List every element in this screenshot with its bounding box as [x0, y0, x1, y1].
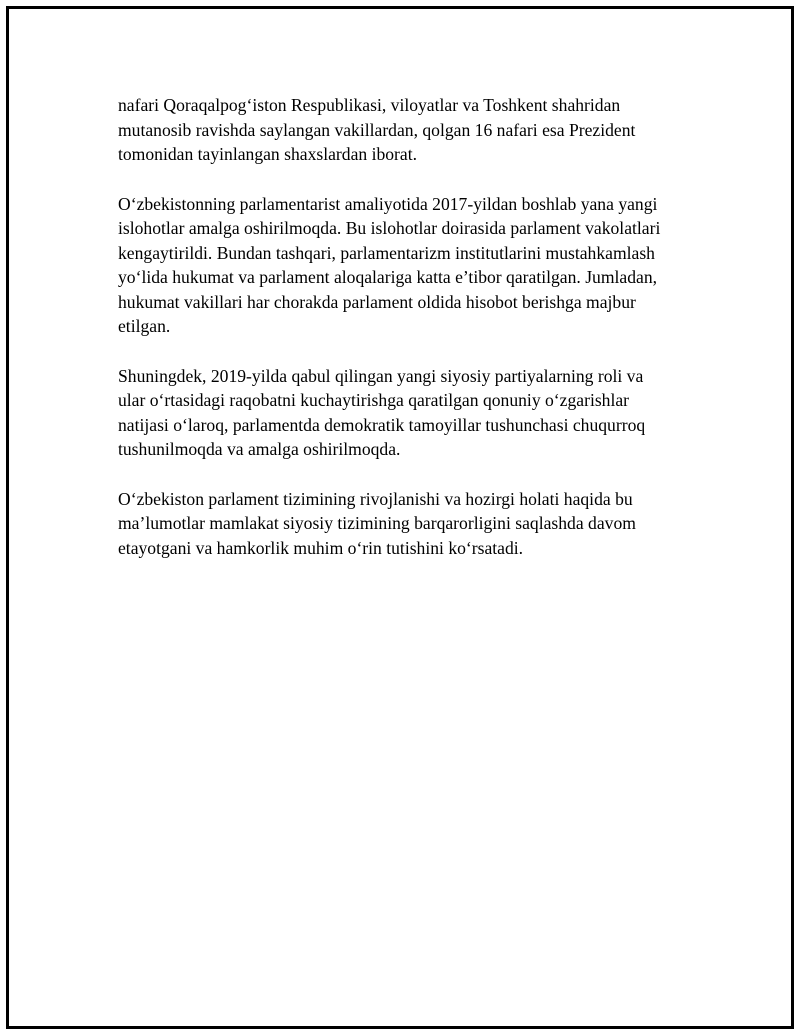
text-line: kengaytirildi. Bundan tashqari, parlamentarizm institutlarini mustahkamlash — [118, 242, 655, 263]
text-line: yo‘lida hukumat va parlament aloqalariga katta e’tibor qaratilgan. Jumladan, — [118, 267, 658, 287]
paragraph-1 — [118, 93, 708, 167]
text-line: ular o‘rtasidagi raqobatni kuchaytirishga qaratilgan qonuniy o‘zgarishlar — [118, 390, 630, 410]
text-line: O‘zbekistonning parlamentarist amaliyotida 2017-yildan boshlab yana yangi — [118, 193, 658, 214]
text-line: natijasi o‘laroq, parlamentda demokratik tamoyillar tushunchasi chuqurroq — [118, 414, 646, 435]
text-line: O‘zbekiston parlament tizimining rivojlanishi va hozirgi holati haqida bu — [118, 488, 633, 509]
text-line: tomonidan tayinlangan shaxslardan iborat. — [118, 144, 418, 164]
text-line: Shuningdek, 2019-yilda qabul qilingan yangi siyosiy partiyalarning roli va — [118, 365, 644, 386]
paragraph-4 — [118, 487, 708, 561]
paragraph-2 — [118, 192, 708, 339]
text-line: mutanosib ravishda saylangan vakillardan, qolgan 16 nafari esa Prezident — [118, 119, 636, 140]
text-line: islohotlar amalga oshirilmoqda. Bu islohotlar doirasida parlament vakolatlari — [118, 218, 661, 238]
paragraph-3 — [118, 364, 708, 462]
text-line: ma’lumotlar mamlakat siyosiy tizimining barqarorligini saqlashda davom — [118, 513, 636, 533]
text-line: etayotgani va hamkorlik muhim o‘rin tutishini ko‘rsatadi. — [118, 537, 524, 558]
text-line: hukumat vakillari har chorakda parlament oldida hisobot berishga majbur — [118, 291, 636, 312]
text-line: nafari Qoraqalpog‘iston Respublikasi, viloyatlar va Toshkent shahridan — [118, 95, 621, 115]
text-line: etilgan. — [118, 316, 171, 336]
document-body — [118, 93, 708, 585]
text-line: tushunilmoqda va amalga oshirilmoqda. — [118, 439, 401, 459]
